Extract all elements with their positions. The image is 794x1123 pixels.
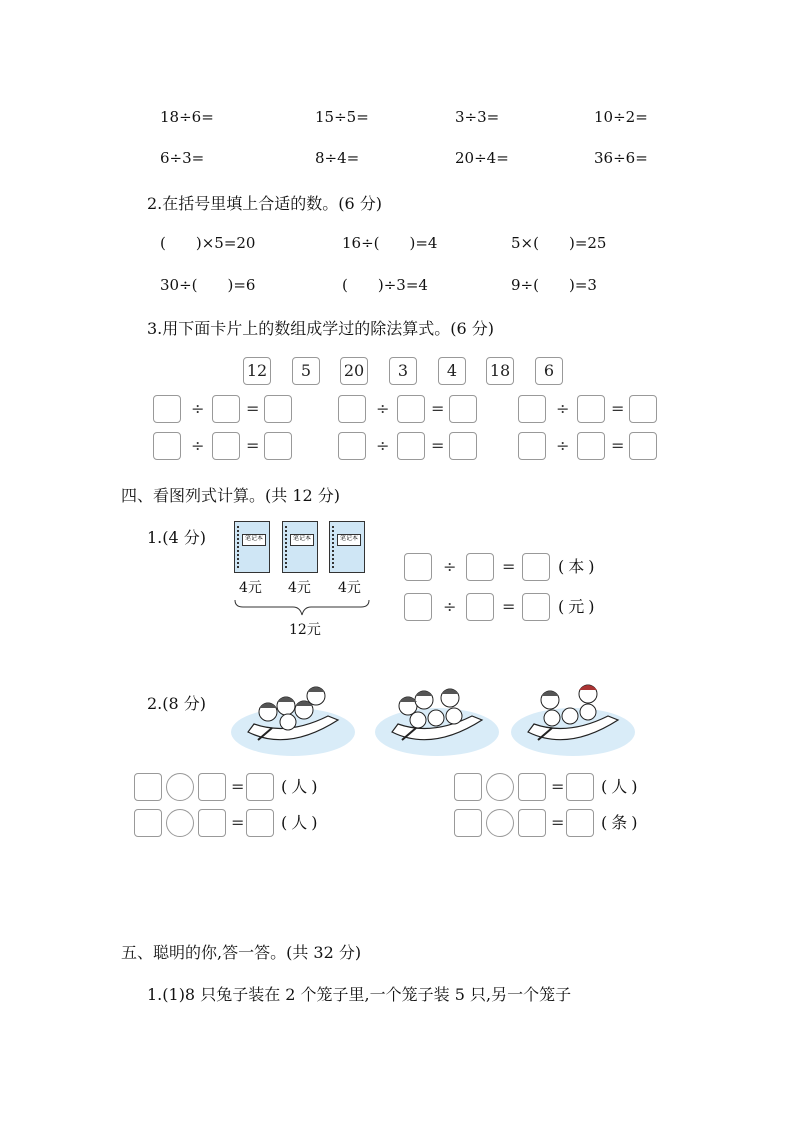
notebook-label: 笔记本 xyxy=(290,534,314,546)
answer-box[interactable] xyxy=(153,395,181,423)
operator-circle[interactable] xyxy=(166,773,194,801)
answer-box[interactable] xyxy=(449,432,477,460)
number-card: 3 xyxy=(389,357,417,385)
number-card: 20 xyxy=(340,357,368,385)
number-card: 6 xyxy=(535,357,563,385)
notebook-label: 笔记本 xyxy=(337,534,361,546)
fill-blank-item: 9÷( )=3 xyxy=(511,276,597,294)
answer-box[interactable] xyxy=(454,773,482,801)
section-5-title: 五、聪明的你,答一答。(共 32 分) xyxy=(121,943,362,962)
answer-box[interactable] xyxy=(338,432,366,460)
equals-sign: = xyxy=(431,399,445,418)
equals-sign: = xyxy=(551,777,565,796)
fill-blank-item: 5×( )=25 xyxy=(511,234,607,252)
answer-box[interactable] xyxy=(198,809,226,837)
answer-box[interactable] xyxy=(397,432,425,460)
boat-with-children-icon xyxy=(372,680,502,760)
total-price-label: 12元 xyxy=(289,622,321,638)
divide-sign: ÷ xyxy=(191,436,205,455)
unit-label: (条) xyxy=(601,813,642,832)
answer-box[interactable] xyxy=(246,773,274,801)
unit-label: (人) xyxy=(281,777,322,796)
divide-sign: ÷ xyxy=(556,436,570,455)
divide-sign: ÷ xyxy=(376,399,390,418)
divide-sign: ÷ xyxy=(443,597,457,616)
notebook-icon xyxy=(282,521,318,573)
answer-box[interactable] xyxy=(338,395,366,423)
calc-item: 8÷4= xyxy=(315,149,360,167)
equals-sign: = xyxy=(246,399,260,418)
equals-sign: = xyxy=(611,436,625,455)
equals-sign: = xyxy=(431,436,445,455)
answer-box[interactable] xyxy=(264,432,292,460)
answer-box[interactable] xyxy=(212,432,240,460)
number-card: 5 xyxy=(292,357,320,385)
answer-box[interactable] xyxy=(246,809,274,837)
answer-box[interactable] xyxy=(404,553,432,581)
notebook-icon xyxy=(234,521,270,573)
unit-label: (人) xyxy=(601,777,642,796)
answer-box[interactable] xyxy=(577,432,605,460)
answer-box[interactable] xyxy=(629,395,657,423)
calc-item: 15÷5= xyxy=(315,108,369,126)
operator-circle[interactable] xyxy=(166,809,194,837)
fill-blank-item: ( )÷3=4 xyxy=(342,276,428,294)
problem-1-label: 1.(4 分) xyxy=(147,528,207,547)
answer-box[interactable] xyxy=(212,395,240,423)
boat-with-children-icon xyxy=(508,680,638,760)
calc-item: 6÷3= xyxy=(160,149,205,167)
answer-box[interactable] xyxy=(134,773,162,801)
notebook-label: 笔记本 xyxy=(242,534,266,546)
answer-box[interactable] xyxy=(198,773,226,801)
unit-label: (元) xyxy=(558,597,599,616)
equals-sign: = xyxy=(611,399,625,418)
answer-box[interactable] xyxy=(522,553,550,581)
answer-box[interactable] xyxy=(134,809,162,837)
answer-box[interactable] xyxy=(454,809,482,837)
answer-box[interactable] xyxy=(577,395,605,423)
divide-sign: ÷ xyxy=(191,399,205,418)
operator-circle[interactable] xyxy=(486,773,514,801)
question-2-title: 2.在括号里填上合适的数。(6 分) xyxy=(147,194,383,213)
divide-sign: ÷ xyxy=(556,399,570,418)
equals-sign: = xyxy=(231,777,245,796)
section-4-title: 四、看图列式计算。(共 12 分) xyxy=(121,486,341,505)
calc-item: 18÷6= xyxy=(160,108,214,126)
price-label: 4元 xyxy=(338,580,361,596)
answer-box[interactable] xyxy=(518,395,546,423)
fill-blank-item: 30÷( )=6 xyxy=(160,276,256,294)
fill-blank-item: ( )×5=20 xyxy=(160,234,256,252)
number-card: 4 xyxy=(438,357,466,385)
calc-item: 10÷2= xyxy=(594,108,648,126)
unit-label: (本) xyxy=(558,557,599,576)
question-3-title: 3.用下面卡片上的数组成学过的除法算式。(6 分) xyxy=(147,319,495,338)
answer-box[interactable] xyxy=(522,593,550,621)
answer-box[interactable] xyxy=(518,773,546,801)
equals-sign: = xyxy=(231,813,245,832)
answer-box[interactable] xyxy=(397,395,425,423)
boat-with-children-icon xyxy=(228,680,358,760)
equals-sign: = xyxy=(502,557,516,576)
equals-sign: = xyxy=(551,813,565,832)
equals-sign: = xyxy=(246,436,260,455)
number-card: 12 xyxy=(243,357,271,385)
answer-box[interactable] xyxy=(449,395,477,423)
answer-box[interactable] xyxy=(518,809,546,837)
answer-box[interactable] xyxy=(153,432,181,460)
answer-box[interactable] xyxy=(566,773,594,801)
price-label: 4元 xyxy=(288,580,311,596)
price-label: 4元 xyxy=(239,580,262,596)
calc-item: 20÷4= xyxy=(455,149,509,167)
answer-box[interactable] xyxy=(466,593,494,621)
unit-label: (人) xyxy=(281,813,322,832)
operator-circle[interactable] xyxy=(486,809,514,837)
notebook-icon xyxy=(329,521,365,573)
section-5-question-1: 1.(1)8 只兔子装在 2 个笼子里,一个笼子装 5 只,另一个笼子 xyxy=(147,985,572,1004)
answer-box[interactable] xyxy=(518,432,546,460)
answer-box[interactable] xyxy=(264,395,292,423)
answer-box[interactable] xyxy=(566,809,594,837)
problem-2-label: 2.(8 分) xyxy=(147,694,207,713)
divide-sign: ÷ xyxy=(443,557,457,576)
answer-box[interactable] xyxy=(629,432,657,460)
number-card: 18 xyxy=(486,357,514,385)
total-brace xyxy=(233,598,371,618)
divide-sign: ÷ xyxy=(376,436,390,455)
equals-sign: = xyxy=(502,597,516,616)
calc-item: 3÷3= xyxy=(455,108,500,126)
calc-item: 36÷6= xyxy=(594,149,648,167)
fill-blank-item: 16÷( )=4 xyxy=(342,234,438,252)
answer-box[interactable] xyxy=(466,553,494,581)
answer-box[interactable] xyxy=(404,593,432,621)
